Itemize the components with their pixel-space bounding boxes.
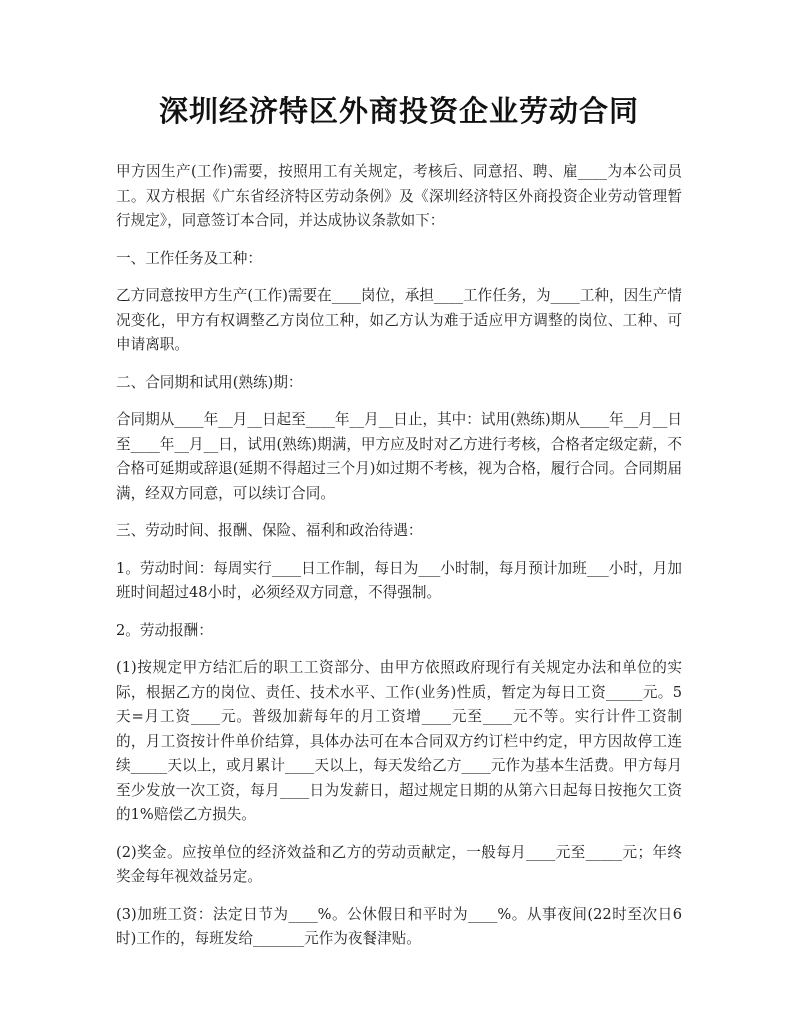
overtime-pay-paragraph: (3)加班工资：法定日节为____%。公休假日和平时为____%。从事夜间(22时至次日6时)工作的，每班发给_______元作为夜餐津贴。 [116,905,682,947]
intro-paragraph: 甲方因生产(工作)需要，按照用工有关规定，考核后、同意招、聘、雇____为本公司员工。双方根据《广东省经济特区劳动条例》及《深圳经济特区外商投资企业劳动管理暂行规定》，同意签订本合同，并达成协议条款如下： [116,163,682,229]
work-task-paragraph: 乙方同意按甲方生产(工作)需要在____岗位，承担____工作任务，为____工种，因生产情况变化，甲方有权调整乙方岗位工种，如乙方认为难于适应甲方调整的岗位、工种、可申请离职。 [116,287,682,353]
bonus-paragraph: (2)奖金。应按单位的经济效益和乙方的劳动贡献定，一般每月____元至_____元；年终奖金每年视效益另定。 [116,843,682,885]
contract-period-paragraph: 合同期从____年__月__日起至____年__月__日止，其中：试用(熟练)期从____年__月__日至____年__月__日，试用(熟练)期满，甲方应及时对乙方进行考核，合格者定级定薪，不合格可延期或辞退(延期不得超过三个月)如过期不考核，视为合格，履行合同。合同期届满，经双方同意，可以续订合同。 [116,411,682,502]
working-time-paragraph: 1。劳动时间：每周实行____日工作制，每日为___小时制，每月预计加班___小时，月加班时间超过48小时，必须经双方同意，不得强制。 [116,559,682,601]
section-heading-contract-period: 二、合同期和试用(熟练)期： [116,373,303,391]
document-title: 深圳经济特区外商投资企业劳动合同 [158,94,639,128]
section-heading-labor-terms: 三、劳动时间、报酬、保险、福利和政治待遇： [116,522,423,539]
subheading-remuneration: 2。劳动报酬： [116,621,213,639]
section-heading-work-task: 一、工作任务及工种： [116,249,262,267]
salary-paragraph: (1)按规定甲方结汇后的职工工资部分、由甲方依照政府现行有关规定办法和单位的实际，根据乙方的岗位、责任、技术水平、工作(业务)性质，暂定为每日工资_____元。5天=月工资____元。普级加薪每年的月工资增____元至____元不等。实行计件工资制的，月工资按计件单价结算，具体办法可在本合同双方约订栏中约定，甲方因故停工连续_____天以上，或月累计____天以上，每天发给乙方____元作为基本生活费。甲方每月至少发放一次工资，每月____日为发薪日，超过规定日期的从第六日起每日按拖欠工资的1%赔偿乙方损失。 [116,659,682,823]
